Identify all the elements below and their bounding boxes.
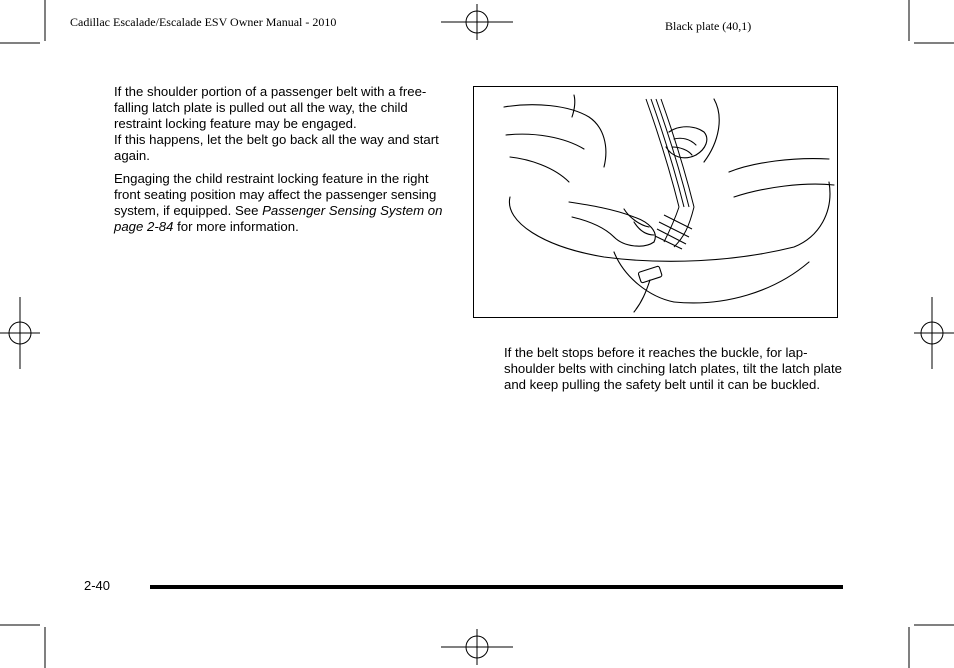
- passenger-sensing-text: Engaging the child restraint locking feature in the right front seating position may affect the passenger sensing system, if equipped. See: [114, 171, 437, 218]
- manual-title-header: Cadillac Escalade/Escalade ESV Owner Manual - 2010: [70, 15, 337, 29]
- paragraph-belt-pulled-out: [114, 84, 454, 164]
- belt-webbing-icon: [646, 99, 694, 249]
- left-text-column: [114, 84, 454, 242]
- right-text-column: [504, 345, 844, 400]
- paragraph-belt-pulled-out-line1: If the shoulder portion of a passenger belt with a free-falling latch plate is pulled out all the way, the child restraint locking feature may be engaged.: [114, 84, 427, 131]
- black-plate-header: Black plate (40,1): [665, 19, 752, 33]
- hands-pulling-belt-drawing: [474, 87, 837, 317]
- belt-latch-illustration: [473, 86, 838, 318]
- passenger-sensing-text-end: for more information.: [173, 219, 299, 234]
- paragraph-passenger-sensing: [114, 171, 454, 235]
- footer-rule: [150, 585, 843, 589]
- registration-target-right: [914, 297, 954, 369]
- page-number: 2-40: [84, 578, 111, 593]
- paragraph-belt-stops: If the belt stops before it reaches the buckle, for lap-shoulder belts with cinching latch plates, tilt the latch plate and keep pulling the safety belt until it can be buckled.: [504, 345, 842, 392]
- registration-target-bottom: [441, 629, 513, 665]
- passenger-sensing-reference: Passenger Sensing System on page 2-84: [114, 203, 443, 234]
- paragraph-belt-pulled-out-line2: If this happens, let the belt go back all the way and start again.: [114, 132, 439, 163]
- registration-target-top: [441, 4, 513, 40]
- registration-target-left: [0, 297, 40, 369]
